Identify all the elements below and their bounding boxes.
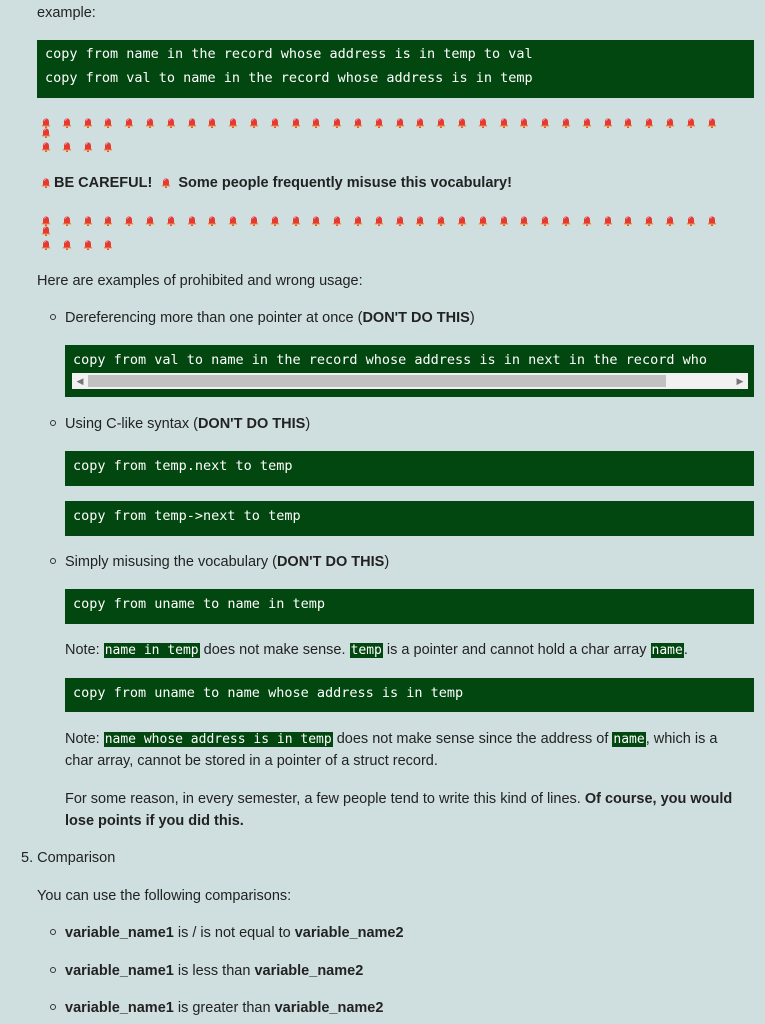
bell-row-bottom — [41, 216, 741, 250]
bell-icon — [311, 216, 321, 226]
bell-icon — [124, 216, 134, 226]
bell-icon — [561, 118, 571, 128]
bell-icon — [291, 216, 301, 226]
comparison-item: variable_name1 is less than variable_name2 — [65, 963, 364, 979]
bell-icon — [103, 240, 113, 250]
bell-icon — [395, 118, 405, 128]
bell-icon — [686, 216, 696, 226]
code-line: copy from uname to name whose address is in temp — [73, 685, 464, 701]
code-block-example — [37, 40, 754, 98]
bullet — [50, 1004, 56, 1010]
bell-icon — [41, 128, 51, 138]
bullet — [50, 967, 56, 973]
bell-icon — [353, 118, 363, 128]
section-5-heading: 5. Comparison — [21, 850, 116, 866]
reason-line-2: lose points if you did this. — [65, 813, 244, 829]
inline-code: temp — [350, 643, 382, 658]
bell-icon — [207, 216, 217, 226]
bell-icon — [457, 216, 467, 226]
code-line: copy from temp.next to temp — [73, 458, 293, 474]
code-line: copy from uname to name in temp — [73, 596, 325, 612]
comparisons-intro: You can use the following comparisons: — [37, 888, 292, 904]
item-clike: Using C-like syntax (DON'T DO THIS) — [65, 416, 311, 432]
bell-icon — [103, 216, 113, 226]
reason-line-1: For some reason, in every semester, a few people tend to write this kind of lines. Of course, you would — [65, 791, 733, 807]
bell-icon — [353, 216, 363, 226]
bullet — [50, 420, 56, 426]
bell-icon — [582, 216, 592, 226]
code-line: copy from val to name in the record whose address is in next in the record who — [73, 352, 707, 368]
bell-icon — [103, 118, 113, 128]
bell-icon — [270, 216, 280, 226]
bell-icon — [395, 216, 405, 226]
bell-icon — [166, 118, 176, 128]
bell-icon — [62, 240, 72, 250]
bullet — [50, 929, 56, 935]
bell-icon — [603, 118, 613, 128]
bell-icon — [187, 118, 197, 128]
bell-icon — [374, 216, 384, 226]
bell-icon — [207, 118, 217, 128]
code-line: copy from temp->next to temp — [73, 508, 301, 524]
bell-icon — [436, 118, 446, 128]
code-line: copy from name in the record whose address is in temp to val — [45, 46, 533, 62]
careful-title: BE CAREFUL! — [54, 175, 153, 191]
bell-icon — [41, 240, 51, 250]
bell-icon — [499, 118, 509, 128]
note-2-line-1: Note: name whose address is in temp does not make sense since the address of name, which is a — [65, 731, 718, 747]
bell-icon — [603, 216, 613, 226]
bell-icon — [665, 216, 675, 226]
inline-code: name in temp — [104, 643, 199, 658]
bell-icon — [644, 216, 654, 226]
bell-icon — [41, 216, 51, 226]
bell-icon — [686, 118, 696, 128]
bell-icon — [41, 118, 51, 128]
code-block-misuse-1 — [65, 589, 754, 624]
bell-icon — [83, 240, 93, 250]
item-misuse: Simply misusing the vocabulary (DON'T DO THIS) — [65, 554, 390, 570]
bell-icon — [166, 216, 176, 226]
bell-icon — [540, 216, 550, 226]
bell-icon — [561, 216, 571, 226]
prohibited-intro: Here are examples of prohibited and wrong usage: — [37, 273, 363, 289]
bell-icon — [145, 118, 155, 128]
bell-icon — [499, 216, 509, 226]
bell-icon — [436, 216, 446, 226]
careful-text: Some people frequently misuse this vocabulary! — [178, 175, 512, 191]
bell-icon — [249, 216, 259, 226]
bell-icon — [665, 118, 675, 128]
bell-icon — [707, 118, 717, 128]
bell-icon — [415, 118, 425, 128]
bell-icon — [62, 216, 72, 226]
inline-code: name — [613, 732, 645, 747]
bell-icon — [707, 216, 717, 226]
bell-icon — [41, 178, 51, 188]
bell-icon — [478, 216, 488, 226]
bell-icon — [374, 118, 384, 128]
bell-icon — [83, 118, 93, 128]
code-block-deref — [65, 345, 754, 397]
bell-icon — [124, 118, 134, 128]
careful-line — [41, 173, 512, 193]
inline-code: name — [651, 643, 683, 658]
bell-icon — [478, 118, 488, 128]
bell-icon — [228, 216, 238, 226]
bell-icon — [187, 216, 197, 226]
bell-row-top — [41, 118, 741, 152]
bell-icon — [103, 142, 113, 152]
example-label: example: — [37, 5, 96, 21]
bell-icon — [519, 216, 529, 226]
bell-icon — [62, 118, 72, 128]
bell-icon — [623, 118, 633, 128]
bell-icon — [41, 142, 51, 152]
bullet — [50, 558, 56, 564]
bullet — [50, 314, 56, 320]
code-block-clike-2 — [65, 501, 754, 536]
code-block-clike-1 — [65, 451, 754, 486]
code-line: copy from val to name in the record whose address is in temp — [45, 70, 533, 86]
scroll-right-icon[interactable]: ▶ — [736, 376, 744, 386]
note-1: Note: name in temp does not make sense. temp is a pointer and cannot hold a char array name. — [65, 642, 688, 658]
bell-icon — [519, 118, 529, 128]
bell-icon — [291, 118, 301, 128]
bell-icon — [83, 216, 93, 226]
bell-icon — [332, 216, 342, 226]
bell-icon — [41, 226, 51, 236]
bell-icon — [311, 118, 321, 128]
bell-icon — [332, 118, 342, 128]
code-block-misuse-2 — [65, 678, 754, 712]
note-2-line-2: char array, cannot be stored in a pointer of a struct record. — [65, 753, 438, 769]
item-deref: Dereferencing more than one pointer at once (DON'T DO THIS) — [65, 310, 475, 326]
inline-code: name whose address is in temp — [104, 732, 332, 747]
bell-icon — [161, 178, 171, 188]
bell-icon — [623, 216, 633, 226]
scrollbar-thumb[interactable] — [88, 375, 666, 387]
comparison-item: variable_name1 is / is not equal to variable_name2 — [65, 925, 404, 941]
bell-icon — [62, 142, 72, 152]
bell-icon — [270, 118, 280, 128]
bell-icon — [249, 118, 259, 128]
scroll-left-icon[interactable]: ◀ — [76, 376, 84, 386]
bell-icon — [644, 118, 654, 128]
bell-icon — [145, 216, 155, 226]
bell-icon — [582, 118, 592, 128]
bell-icon — [457, 118, 467, 128]
comparison-item: variable_name1 is greater than variable_name2 — [65, 1000, 384, 1016]
bell-icon — [228, 118, 238, 128]
bell-icon — [415, 216, 425, 226]
horizontal-scrollbar[interactable] — [72, 373, 748, 389]
bell-icon — [83, 142, 93, 152]
bell-icon — [540, 118, 550, 128]
